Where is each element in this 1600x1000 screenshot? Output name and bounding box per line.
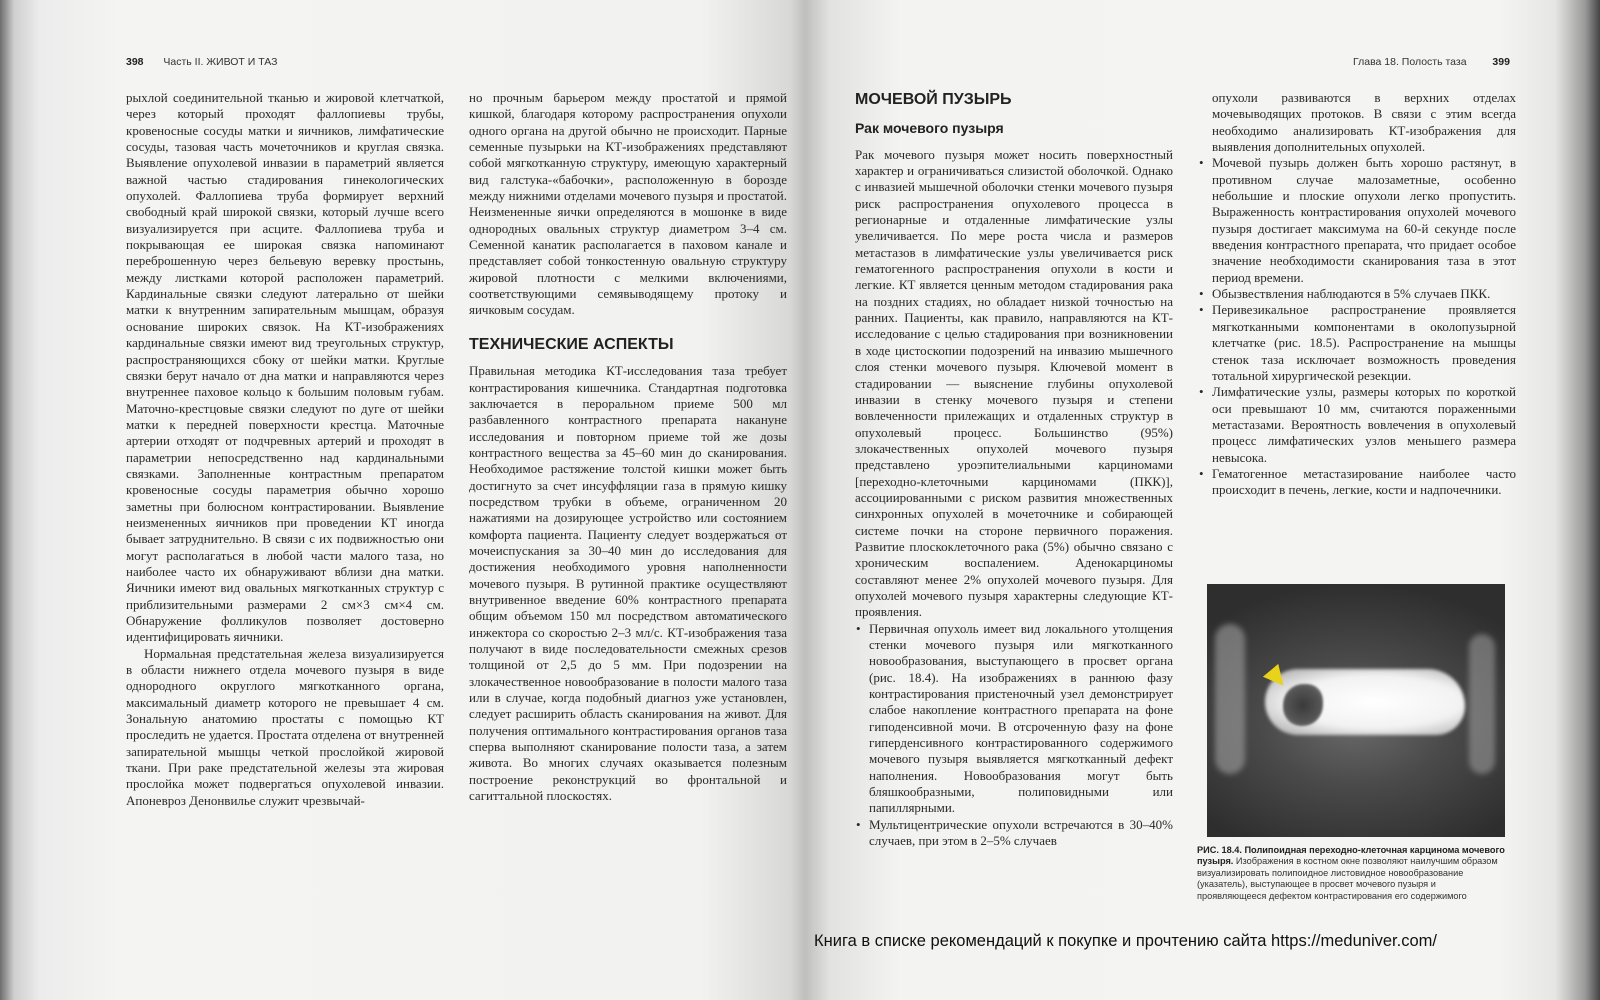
list-item: • Мультицентрические опухоли встречаются в 30–40% случаев, при этом в 2–5% случаев	[869, 817, 1173, 850]
site-watermark: Книга в списке рекомендаций к покупке и прочтению сайта https://meduniver.com/	[814, 932, 1437, 950]
right-running-title: Глава 18. Полость таза	[1353, 56, 1467, 68]
left-col2-paragraph: но прочным барьером между простатой и прямой кишкой, благодаря которому распространения опухоли одного органа на другой обычно не происходит. Парные семенные пузырьки на КТ-изображениях представляют собой мягкотканную структуру, имеющую характерный вид галстука-«бабочки», расположенную в борозде между нижними отделами мочевого пузыря и простатой. Неизмененные яички определяются в мошонке в виде однородных овальных структур диаметром 3–4 см. Семенной канатик располагается в паховом канале и представляет собой тонкостенную овальную структуру жировой плотности с мелкими включениями, соответствующими семявыводящему протоку и яичковым сосудам.	[469, 90, 787, 318]
right-running-head	[1353, 56, 1510, 68]
right-col1-bullet-list	[855, 621, 1173, 850]
right-col2-bullet-list	[1198, 155, 1516, 498]
ct-figure-18-4	[1207, 584, 1505, 837]
left-col1-paragraph: рыхлой соединительной тканью и жировой клетчаткой, через который проходят фаллопиевы трубы, кровеносные сосуды матки и яичников, лимфатические сосуды, тазовая часть мочеточников и круглая связка. Выявление опухолевой инвазии в параметрий является важной частью стадирования гинекологических опухолей. Фаллопиева труба формирует верхний свободный край широкой связки, который лучше всего визуализируется при асците. Фаллопиева труба и покрывающая ее широкая связка напоминают переброшенную через бельевую веревку простынь, между листками которой расположен параметрий. Кардинальные связки следуют латерально от шейки матки к внутренним запирательным мышцам, образуя основание широких связок. На КТ-изображениях кардинальные связки имеют вид треугольных структур, распространяющихся сбоку от шейки матки. Круглые связки берут начало от дна матки и направляются через внутреннее паховое кольцо к большим половым губам. Маточно-крестцовые связки следуют по дуге от шейки матки к передней поверхности крестца. Маточные артерии отходят от подчревных артерий и проходят в параметрии непосредственно над кардинальными связками. Заполненные контрастным препаратом кровеносные сосуды параметрия обычно хорошо заметны при болюсном контрастировании. Выявление неизмененных яичников при проведении КТ иногда бывает затруднительно. В связи с их подвижностью они могут располагаться в любой части малого таза, но наиболее часто их обнаруживают вблизи дна матки. Яичники имеют вид овальных мягкотканных структур с приблизительными размерами 2 см×3 см×4 см. Обнаружение фолликулов позволяет достоверно идентифицировать яичники.	[126, 90, 444, 645]
figure-caption	[1197, 845, 1505, 902]
left-running-head	[126, 56, 277, 68]
right-col1-paragraph: Рак мочевого пузыря может носить поверхностный характер и ограничиваться слизистой оболочкой. Однако с инвазией мышечной оболочки стенки мочевого пузыря риск распространения опухолевого процесса в регионарные и отдаленные лимфатические узлы увеличивается. По мере роста числа и размеров метастазов в лимфатические узлы увеличивается риск гематогенного распространения опухоли в кости и легкие. КТ является ценным методом стадирования рака на поздних стадиях, но обладает низкой точностью на ранних. Пациенты, как правило, направляются на КТ-исследование с целью стадирования при возникновении в ходе цистоскопии подозрений на инвазию мышечного слоя стенки мочевого пузыря. Ключевой момент в стадировании — выяснение глубины опухолевой инвазии в стенку мочевого пузыря и степени вовлеченности прилежащих и отдаленных структур в опухолевый процесс. Большинство (95%) злокачественных опухолей мочевого пузыря представлено уроэпителиальными карциномами [переходно-клеточными карциномами (ПКК)], ассоциированными с риском развития множественных синхронных опухолей в мочеточнике и собирающей системе почки на стороне первичного поражения. Развитие плоскоклеточного рака (5%) обычно связано с хроническим воспалением. Аденокарциномы составляют менее 2% опухолей мочевого пузыря. Для опухолей мочевого пузыря характерны следующие КТ-проявления.	[855, 146, 1173, 620]
left-column-1	[126, 90, 444, 809]
list-item: • Перивезикальное распространение проявляется мягкотканными компонентами в околопузырной клетчатке (рис. 18.5). Распространение на мышцы стенок таза исключает возможность проведения тотальной хирургической резекции.	[1212, 302, 1516, 384]
filling-defect	[1283, 684, 1323, 726]
left-page-number: 398	[126, 56, 144, 68]
figure-caption-title: РИС. 18.4. Полипоидная переходно-клеточная карцинома мочевого пузыря.	[1197, 845, 1505, 867]
section-heading-bladder: МОЧЕВОЙ ПУЗЫРЬ	[855, 91, 1012, 108]
figure-caption-text: Изображения в костном окне позволяют наилучшим образом визуализировать полипоидное листовидное новообразование (указатель), выступающее в просвет мочевого пузыря и проявляющееся дефектом контрастирования его содержимого	[1197, 856, 1498, 901]
list-item: • Лимфатические узлы, размеры которых по короткой оси превышают 10 мм, считаются пораженными метастазами. Вероятность вовлечения в опухолевый процесс лимфатических узлов меньшего размера невысока.	[1212, 384, 1516, 466]
right-column-2	[1198, 90, 1516, 499]
list-item: • Мочевой пузырь должен быть хорошо растянут, в противном случае малозаметные, особенно небольшие и плоские опухоли легко пропустить. Выраженность контрастирования опухолей мочевого пузыря достигает максимума на 60-й секунде после введения контрастного препарата, что придает особое значение необходимости сканирования таза в этот период времени.	[1212, 155, 1516, 286]
right-column-1	[855, 92, 1173, 849]
left-column-2	[469, 90, 787, 804]
section-heading-technical: ТЕХНИЧЕСКИЕ АСПЕКТЫ	[469, 335, 674, 353]
left-col2-paragraph: Правильная методика КТ-исследования таза требует контрастирования кишечника. Стандартная подготовка заключается в пероральном приеме 500 мл разбавленного контрастного препарата накануне исследования и повторном приеме той же дозы контрастного вещества за 45–60 мин до сканирования. Необходимое растяжение толстой кишки может быть достигнуто за счет инсуффляции газа в прямую кишку посредством трубки в объеме, ограниченном 20 нажатиями на дозирующее устройство или состоянием комфорта пациента. Пациенту следует воздержаться от мочеиспускания за 30–40 мин до исследования для достижения необходимого уровня наполненности мочевого пузыря. В рутинной практике осуществляют внутривенное введение 60% контрастного препарата общим объемом 150 мл посредством автоматического инжектора со скоростью 2–3 мл/с. КТ-изображения таза получают в виде последовательности смежных срезов толщиной от 2,5 до 5 мм. При подозрении на злокачественное новообразование в полости малого таза или в случае, когда подобный диагноз уже установлен, следует расширить область сканирования на живот. Для получения оптимального контрастирования органов таза сперва выполняют сканирование полости таза, а затем живота. Во многих случаях оказывается полезным построение реконструкций во фронтальной и сагиттальной плоскостях.	[469, 363, 787, 804]
subsection-heading-bladder-cancer: Рак мочевого пузыря	[855, 120, 1004, 137]
left-running-title: Часть II. ЖИВОТ И ТАЗ	[163, 56, 278, 68]
list-item: • Гематогенное метастазирование наиболее часто происходит в печень, легкие, кости и надпочечники.	[1212, 466, 1516, 499]
right-page-number: 399	[1492, 56, 1510, 68]
left-col1-paragraph: Нормальная предстательная железа визуализируется в области нижнего отдела мочевого пузыря в виде однородного округлого мягкотканного органа, максимальный диаметр которого не превышает 4 см. Зональную анатомию простаты с помощью КТ проследить не удается. Простата отделена от внутренней запирательной мышцы четкой прослойкой жировой ткани. При раке предстательной железы эта жировая прослойка может подвергаться опухолевой инвазии. Апоневроз Денонвилье служит чрезвычай-	[126, 645, 444, 808]
list-item: • Обызвествления наблюдаются в 5% случаев ПКК.	[1212, 286, 1516, 302]
right-col2-lead: опухоли развиваются в верхних отделах мочевыводящих протоков. В связи с этим всегда необходимо анализировать КТ-изображения для выявления дополнительных опухолей.	[1212, 90, 1516, 155]
list-item: • Первичная опухоль имеет вид локального утолщения стенки мочевого пузыря или мягкотканного новообразования, выступающего в просвет органа (рис. 18.4). На изображениях в раннюю фазу контрастирования пристеночный узел демонстрирует слабое накопление контрастного препарата на фоне гиподенсивной мочи. В отсроченную фазу на фоне гиперденсивного контрастированного содержимого мочевого пузыря выявляется мягкотканный дефект наполнения. Новообразования могут быть бляшкообразными, полиповидными или папиллярными.	[869, 621, 1173, 817]
